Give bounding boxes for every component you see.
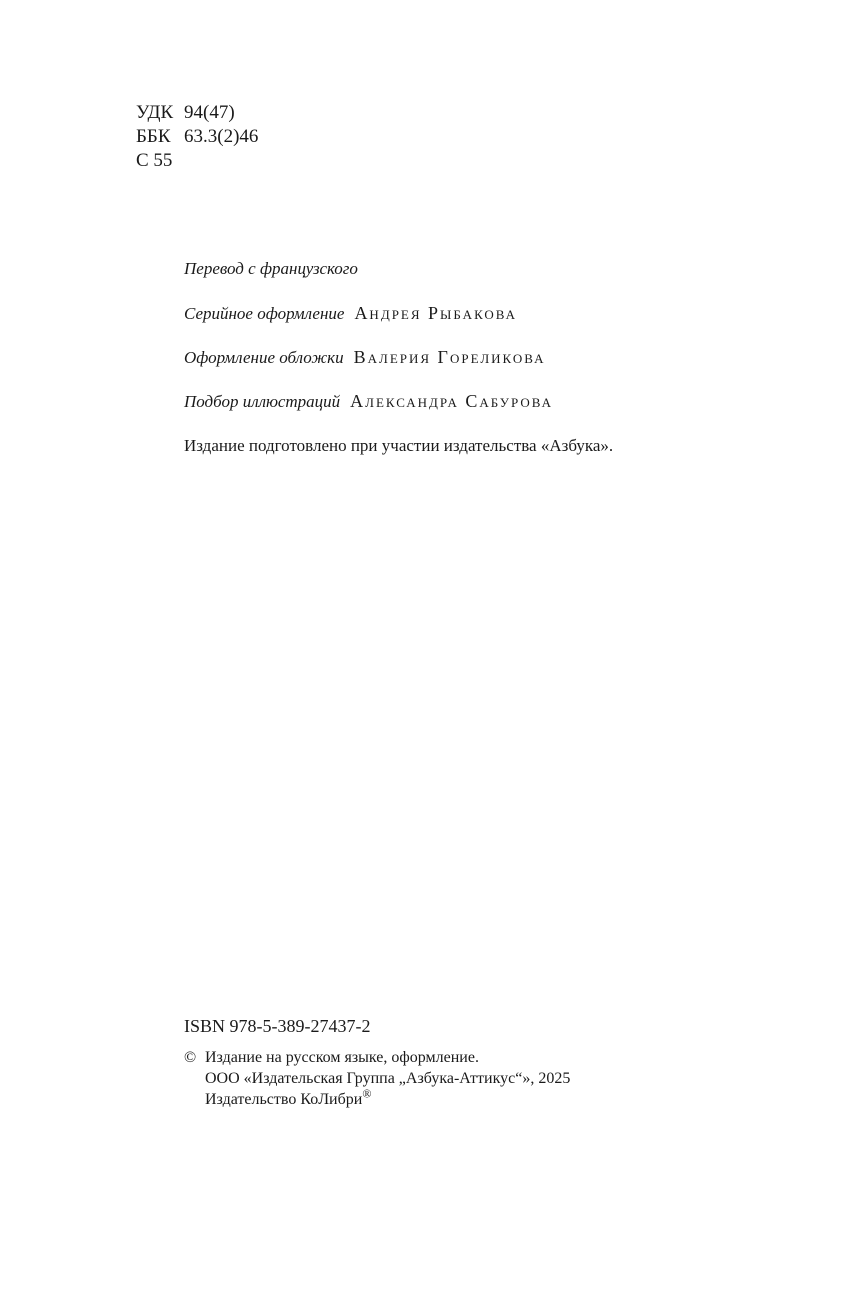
isbn: ISBN 978-5-389-27437-2 [184,1016,371,1036]
author-mark: С 55 [136,150,173,171]
illustrations-name: Александра Сабурова [350,391,553,411]
registered-mark: ® [362,1086,372,1101]
cover-design-name: Валерия Гореликова [353,347,546,367]
bbk-value: 63.3(2)46 [184,126,259,147]
copyright-sign: © [184,1049,197,1066]
illustrations-credit [184,391,553,412]
bbk-row [136,125,258,149]
translation-label: Перевод с французского [184,259,358,278]
bbk-label: ББК [136,126,171,147]
cover-design-credit [184,347,546,368]
series-design-credit [184,303,517,324]
udk-value: 94(47) [184,102,235,123]
publisher-note: Издание подготовлено при участии издательства «Азбука». [184,436,614,455]
author-mark-row [136,149,258,173]
series-design-role: Серийное оформление [184,304,345,323]
publisher-name: Издательство КоЛибри [205,1091,363,1108]
series-design-name: Андрея Рыбакова [354,303,518,323]
copyright-line-3 [205,1086,570,1110]
classification-block [136,101,258,173]
cover-design-role: Оформление обложки [184,348,344,367]
translation-credit [184,259,368,279]
illustrations-role: Подбор иллюстраций [184,392,341,411]
udk-row [136,101,258,125]
udk-label: УДК [136,102,174,123]
copyright-lines [205,1047,570,1110]
copyright-line-1: Издание на русском языке, оформление. [205,1049,479,1066]
copyright-line-2: ООО «Издательская Группа „Азбука-Аттикус“», 2025 [205,1070,571,1087]
